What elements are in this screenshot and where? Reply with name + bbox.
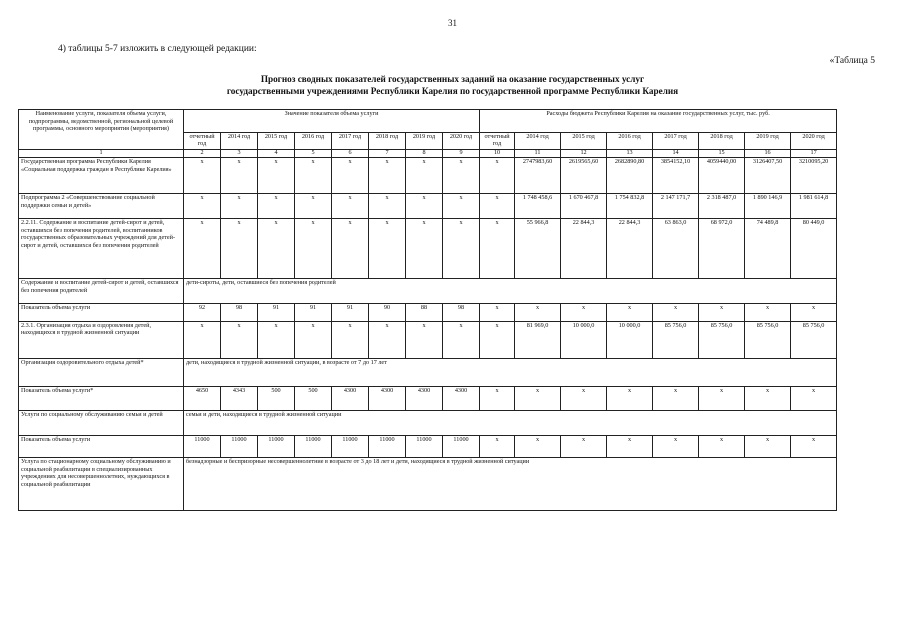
row-label: Содержание и воспитание детей-сирот и детей, оставшихся без попечения родителей [19, 279, 184, 304]
column-number: 12 [561, 150, 607, 158]
value-cell: 4300 [369, 386, 406, 410]
column-number: 2 [184, 150, 221, 158]
value-cell: 91 [295, 303, 332, 321]
table-body [19, 110, 885, 511]
expense-cell: 3854152,10 [653, 158, 699, 194]
value-cell: 88 [406, 303, 443, 321]
value-cell: x [443, 194, 480, 219]
table-row [19, 321, 885, 358]
row-label: Услуга по стационарному социальному обслуживанию и социальной реабилитации в специализированных учреждениях для несовершеннолетних, нуждающихся в социальной реабилитации [19, 458, 184, 511]
expense-cell: x [515, 303, 561, 321]
page-number: 31 [448, 18, 457, 28]
value-cell: 98 [443, 303, 480, 321]
recipient-category: безнадзорные и беспризорные несовершеннолетние в возрасте от 3 до 18 лет и дети, находящиеся в трудной жизненной ситуации [184, 458, 837, 511]
expense-cell: x [791, 386, 837, 410]
value-cell: 4300 [443, 386, 480, 410]
recipient-category: семьи и дети, находящиеся в трудной жизненной ситуации [184, 410, 837, 436]
value-cell: x [369, 321, 406, 358]
value-cell: x [443, 158, 480, 194]
expense-cell: x [561, 303, 607, 321]
value-cell: x [221, 194, 258, 219]
header-year: 2017 год [653, 132, 699, 150]
expense-cell: x [480, 386, 515, 410]
value-cell: x [295, 158, 332, 194]
value-cell: x [406, 321, 443, 358]
value-cell: 98 [221, 303, 258, 321]
value-cell: x [258, 158, 295, 194]
expense-cell: x [791, 303, 837, 321]
row-label: Услуги по социальному обслуживанию семьи и детей [19, 410, 184, 436]
expense-cell: 80 449,0 [791, 219, 837, 279]
header-year: 2015 год [561, 132, 607, 150]
expense-cell: 3210095,20 [791, 158, 837, 194]
expense-cell: 22 844,3 [561, 219, 607, 279]
value-cell: x [184, 219, 221, 279]
value-cell: x [295, 194, 332, 219]
expense-cell: 1 754 832,8 [607, 194, 653, 219]
value-cell: 91 [332, 303, 369, 321]
expense-cell: x [480, 158, 515, 194]
expense-cell: 63 863,0 [653, 219, 699, 279]
expense-cell: 2 318 487,0 [699, 194, 745, 219]
header-row-numbers [19, 150, 885, 158]
column-number: 13 [607, 150, 653, 158]
value-cell: x [258, 194, 295, 219]
column-number: 14 [653, 150, 699, 158]
value-cell: x [369, 219, 406, 279]
value-cell: x [295, 321, 332, 358]
expense-cell: x [745, 436, 791, 458]
value-cell: 4300 [406, 386, 443, 410]
table-row [19, 303, 885, 321]
expense-cell: x [480, 219, 515, 279]
expense-cell: 85 756,0 [699, 321, 745, 358]
table-row [19, 458, 885, 511]
expense-cell: 81 969,0 [515, 321, 561, 358]
expense-cell: 1 981 614,8 [791, 194, 837, 219]
expense-cell: x [791, 436, 837, 458]
value-cell: x [184, 158, 221, 194]
header-year: 2016 год [295, 132, 332, 150]
value-cell: 11000 [369, 436, 406, 458]
column-number: 6 [332, 150, 369, 158]
expense-cell: 10 000,0 [607, 321, 653, 358]
column-number: 11 [515, 150, 561, 158]
value-cell: x [443, 321, 480, 358]
expense-cell: x [653, 386, 699, 410]
table-row [19, 219, 885, 279]
expense-cell: x [653, 303, 699, 321]
table-row [19, 279, 885, 304]
header-year: 2019 год [745, 132, 791, 150]
expense-cell: 4059440,00 [699, 158, 745, 194]
value-cell: 11000 [184, 436, 221, 458]
header-year: 2020 год [443, 132, 480, 150]
row-label: Организация оздоровительного отдыха детей* [19, 358, 184, 386]
title-line-1: Прогноз сводных показателей государственных заданий на оказание государственных услуг [260, 74, 645, 84]
column-number: 4 [258, 150, 295, 158]
column-number: 17 [791, 150, 837, 158]
value-cell: 500 [295, 386, 332, 410]
expense-cell: x [699, 436, 745, 458]
header-year: 2016 год [607, 132, 653, 150]
value-cell: x [258, 219, 295, 279]
table-row [19, 358, 885, 386]
expense-cell: x [480, 321, 515, 358]
expense-cell: 85 756,0 [653, 321, 699, 358]
value-cell: x [295, 219, 332, 279]
value-cell: x [184, 194, 221, 219]
row-label: Подпрограмма 2 «Совершенствование социальной поддержки семьи и детей» [19, 194, 184, 219]
row-label: 2.3.1. Организация отдыха и оздоровления детей, находящихся в трудной жизненной ситуации [19, 321, 184, 358]
expense-cell: x [699, 386, 745, 410]
header-group-values: Значение показателя объема услуги [184, 110, 480, 133]
value-cell: x [221, 158, 258, 194]
expense-cell: x [607, 436, 653, 458]
expense-cell: 3126407,50 [745, 158, 791, 194]
forecast-table [18, 109, 885, 511]
expense-cell: 2682890,80 [607, 158, 653, 194]
header-year: 2017 год [332, 132, 369, 150]
value-cell: 11000 [295, 436, 332, 458]
column-number: 9 [443, 150, 480, 158]
value-cell: 500 [258, 386, 295, 410]
value-cell: 11000 [221, 436, 258, 458]
value-cell: x [406, 194, 443, 219]
column-number: 16 [745, 150, 791, 158]
expense-cell: 1 670 467,8 [561, 194, 607, 219]
row-label: 2.2.11. Содержание и воспитание детей-сирот и детей, оставшихся без попечения родителей, воспитанников государственных образовательных учреждений для детей-сирот и детей, оставшихся без попечения родителей [19, 219, 184, 279]
header-row-groups [19, 110, 885, 133]
column-number: 7 [369, 150, 406, 158]
expense-cell: x [607, 386, 653, 410]
expense-cell: x [480, 303, 515, 321]
expense-cell: x [699, 303, 745, 321]
recipient-category: дети-сироты, дети, оставшиеся без попечения родителей [184, 279, 837, 304]
expense-cell: x [561, 386, 607, 410]
expense-cell: 85 756,0 [791, 321, 837, 358]
header-year: 2014 год [515, 132, 561, 150]
header-year: 2019 год [406, 132, 443, 150]
value-cell: x [369, 158, 406, 194]
value-cell: 11000 [258, 436, 295, 458]
column-number: 5 [295, 150, 332, 158]
value-cell: x [369, 194, 406, 219]
expense-cell: 1 890 146,9 [745, 194, 791, 219]
table-row [19, 386, 885, 410]
table-row [19, 194, 885, 219]
column-number: 10 [480, 150, 515, 158]
value-cell: 4650 [184, 386, 221, 410]
value-cell: x [406, 158, 443, 194]
expense-cell: 85 756,0 [745, 321, 791, 358]
value-cell: 11000 [443, 436, 480, 458]
value-cell: x [221, 219, 258, 279]
table-row [19, 158, 885, 194]
expense-cell: x [515, 436, 561, 458]
header-year: 2015 год [258, 132, 295, 150]
value-cell: x [258, 321, 295, 358]
column-number: 1 [19, 150, 184, 158]
value-cell: 90 [369, 303, 406, 321]
expense-cell: x [515, 386, 561, 410]
row-label: Показатель объема услуги* [19, 386, 184, 410]
table-label: «Таблица 5 [829, 56, 875, 66]
expense-cell: x [745, 386, 791, 410]
value-cell: x [332, 158, 369, 194]
value-cell: x [332, 321, 369, 358]
row-label: Государственная программа Республики Карелия «Социальная поддержка граждан в Республике Карелия» [19, 158, 184, 194]
value-cell: 11000 [332, 436, 369, 458]
expense-cell: x [607, 303, 653, 321]
value-cell: x [443, 219, 480, 279]
header-name-column: Наименование услуги, показателя объема услуги, подпрограммы, ведомственной, региональной целевой программы, основного мероприятия (мероприятия) [19, 110, 184, 150]
header-year: 2014 год [221, 132, 258, 150]
value-cell: x [406, 219, 443, 279]
title-line-2: государственными учреждениями Республики Карелия по государственной программе Республики Карелия [226, 86, 679, 96]
expense-cell: 55 966,8 [515, 219, 561, 279]
expense-cell: 2619565,60 [561, 158, 607, 194]
header-year: отчетный год [480, 132, 515, 150]
header-year: 2018 год [699, 132, 745, 150]
expense-cell: 74 489,8 [745, 219, 791, 279]
expense-cell: x [561, 436, 607, 458]
value-cell: 4343 [221, 386, 258, 410]
value-cell: x [221, 321, 258, 358]
value-cell: 91 [258, 303, 295, 321]
value-cell: 4300 [332, 386, 369, 410]
header-year: отчетный год [184, 132, 221, 150]
recipient-category: дети, находящиеся в трудной жизненной ситуации, в возрасте от 7 до 17 лет [184, 358, 837, 386]
page-title [0, 73, 905, 97]
table-row [19, 410, 885, 436]
expense-cell: x [480, 436, 515, 458]
value-cell: 92 [184, 303, 221, 321]
expense-cell: x [653, 436, 699, 458]
value-cell: x [332, 219, 369, 279]
header-year: 2020 год [791, 132, 837, 150]
header-group-expenses: Расходы бюджета Республики Карелия на оказание государственных услуг, тыс. руб. [480, 110, 837, 133]
intro-text: 4) таблицы 5-7 изложить в следующей редакции: [58, 44, 257, 54]
value-cell: x [184, 321, 221, 358]
column-number: 15 [699, 150, 745, 158]
row-label: Показатель объема услуги [19, 303, 184, 321]
column-number: 8 [406, 150, 443, 158]
expense-cell: x [745, 303, 791, 321]
expense-cell: 2 147 171,7 [653, 194, 699, 219]
table-row [19, 436, 885, 458]
header-year: 2018 год [369, 132, 406, 150]
expense-cell: 1 748 458,6 [515, 194, 561, 219]
value-cell: x [332, 194, 369, 219]
row-label: Показатель объема услуги [19, 436, 184, 458]
expense-cell: 68 972,0 [699, 219, 745, 279]
expense-cell: 2747983,60 [515, 158, 561, 194]
value-cell: 11000 [406, 436, 443, 458]
expense-cell: 22 844,3 [607, 219, 653, 279]
column-number: 3 [221, 150, 258, 158]
expense-cell: x [480, 194, 515, 219]
expense-cell: 10 000,0 [561, 321, 607, 358]
